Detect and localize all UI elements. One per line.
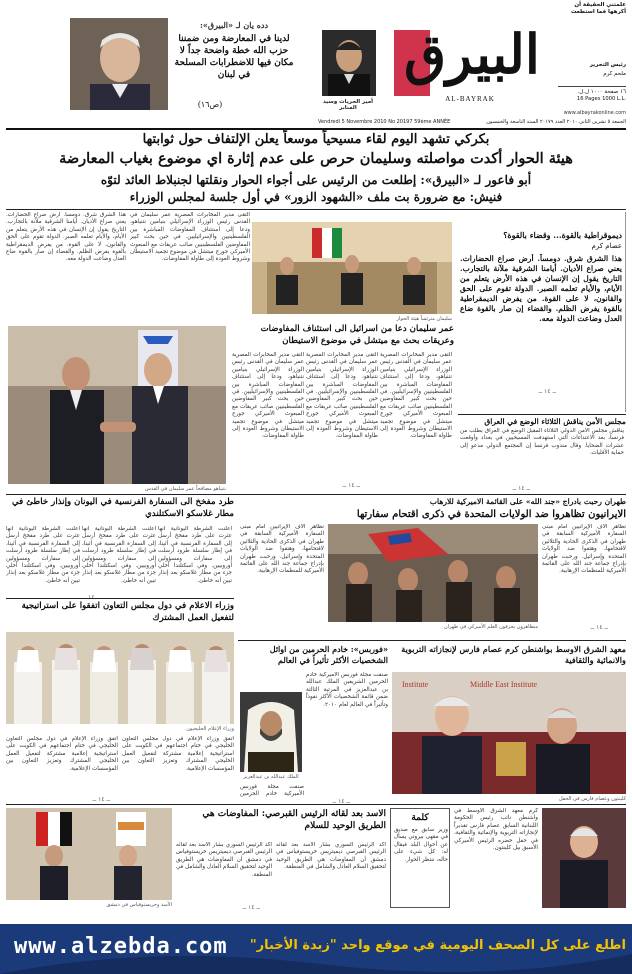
greece-body-col-2: أعلنت الشرطة اليونانية أنها عثرت على طرد مفخخ أرسل إلى السفارة الفرنسية في أثينا، في إطار سلسلة طرود أرسلت إلى سفارات ومسؤولين أوروبيين. وفي اسكتلندا أخلي جزء من مطار غلاسكو بعد إنذار تبين أنه خاطئ.	[82, 526, 156, 584]
suleiman-body-col-1: التقى مدير المخابرات المصرية عمر سليمان في القدس رئيس الوزراء الإسرائيلي بنيامين نتنياهو، ودعا إلى استئناف المفاوضات المباشرة بين الفلسطينيين والإسرائيليين. في حين بحث كبير المفاوضين الفلسطينيين صائب عريقات مع المبعوث الأميركي جورج ميتشل في موضوع تجميد الاستيطان وشروط العودة إلى طاولة المفاوضات.	[232, 352, 304, 440]
greece-body-col-1: أعلنت الشرطة اليونانية أنها عثرت على طرد مفخخ أرسل إلى السفارة الفرنسية في أثينا، في إطار سلسلة طرود أرسلت إلى سفارات ومسؤولين أوروبيين. وفي اسكتلندا أخلي جزء من مطار غلاسكو بعد إنذار تبين أنه خاطئ.	[6, 526, 80, 584]
assad-photo	[6, 808, 172, 900]
ministers-page-ref: ــ ١٤ ــ	[92, 796, 110, 803]
king-photo-caption: الملك عبدالله بن عبدالعزيز	[243, 774, 299, 780]
lead-rule	[6, 209, 626, 210]
lead-subhead-2: فنيش: مع ضرورة بت ملف «الشهود الزور» في أول جلسة لمجلس الوزراء	[129, 190, 503, 204]
date-line-arabic: الجمعة ٥ تشرين الثاني ٢٠١٠ العدد ٢٠١٧٩ السنة التاسعة والخمسون	[486, 119, 626, 125]
mei-photo	[392, 672, 626, 794]
teaser-page-ref: (ص١٦)	[197, 100, 223, 109]
lead-photo	[252, 222, 452, 314]
editorial-page-ref: ــ ١٤ ــ	[538, 388, 556, 395]
small-box-title: كلمة	[411, 813, 429, 823]
lead-body-col-2: التقى مدير المخابرات المصرية عمر سليمان في القدس رئيس الوزراء الإسرائيلي بنيامين نتنياهو، ودعا إلى استئناف المفاوضات المباشرة بين الفلسطينيين والإسرائيليين. في حين بحث كبير المفاوضين الفلسطينيين صائب عريقات مع المبعوث الأميركي جورج ميتشل في موضوع تجميد الاستيطان وشروط العودة إلى طاولة المفاوضات.	[130, 212, 250, 263]
footer-slogan: اطلع على كل الصحف اليومية في موقع واحد "زبدة الأخبار"	[249, 938, 626, 953]
mei-body-col-1: كرم معهد الشرق الأوسط في واشنطن نائب رئيس الحكومة اللبنانية السابق عصام فارس تقديراً لإنجازاته التربوية والإنمائية والثقافية، في حفل حضره الرئيس الأميركي الأسبق بيل كلينتون.	[454, 808, 538, 852]
iran-photo-caption: متظاهرون يحرقون العلم الأميركي في طهران	[444, 624, 538, 630]
columnist-photo	[322, 30, 376, 96]
lead-headline: هيئة الحوار أكدت مواصلته وسليمان حرص على عدم إثارة اي موضوع بغياب المعارضة	[59, 150, 573, 167]
footer-banner[interactable]	[0, 924, 632, 974]
newspaper-logo: البيرق	[404, 22, 540, 86]
mei-ceremony-illustration	[392, 672, 626, 794]
greece-headline: طرد مفخخ الى السفارة الفرنسية في اليونان وإنذار خاطئ في مطار غلاسكو الاسكتلندي	[11, 497, 234, 519]
ministers-headline: وزراء الاعلام في دول مجلس التعاون اتفقوا على استراتيجية لتفعيل العمل المشترك	[21, 601, 234, 623]
assad-body: أكد الرئيس السوري بشار الأسد بعد لقائه الرئيس القبرصي ديميتريس خريستوفياس في دمشق أن المفاوضات هي الطريق الوحيد لتحقيق السلام العادل والشامل في المنطقة.	[176, 842, 272, 878]
price-arabic: ١٦ صفحة ١٠٠٠ ل.ل.	[558, 86, 626, 95]
masthead-info-column	[558, 0, 628, 110]
mei-photo-caption: كلينتون وعصام فارس في الحفل	[559, 796, 626, 802]
editorial-box	[456, 212, 626, 412]
masthead-motto: علمتني الحقيقة أن أكرهها فما استطعت	[570, 2, 626, 15]
lead-kicker: بكركي تشهد اليوم لقاء مسيحياً موسعاً يعلن الإلتفاف حول ثوابتها	[142, 132, 490, 147]
handshake-illustration	[8, 326, 226, 484]
lead-subhead-1: أبو فاعور لـ «البيرق»: إطلعت من الرئيس على أجواء الحوار ونقلتها لجنبلاط العائد لتوّه	[100, 173, 532, 187]
mei-sign-1: Middle East Institute	[470, 680, 538, 689]
iraq-page-ref: ــ ١٤ ــ	[512, 485, 530, 492]
lead-photo-caption: سليمان مترئساً هيئة الحوار	[396, 316, 452, 322]
columnist-illustration	[322, 30, 376, 96]
rule-4	[238, 640, 626, 641]
mei-sign-2: Institute	[402, 680, 429, 689]
teaser-kicker: دده يان لـ «البيرق»:	[199, 20, 269, 30]
footer-url[interactable]: www.alzebda.com	[14, 934, 228, 959]
website-link[interactable]: www.albayrakonline.com	[563, 110, 626, 116]
teaser-headline: لدينا في المعارضة ومن ضمننا حزب الله خطة واضحة جداً لا مكان فيها للاضطرابات المسلحة في لبنان	[174, 34, 294, 80]
forbes-page-ref: ــ ١٤ ــ	[332, 798, 350, 805]
suleiman-photo	[8, 326, 226, 484]
small-column-box	[390, 808, 450, 908]
editorial-body: هذا الشرق شرق. دومساً. أرض صراع الحضارات. يعني صراع الأديان. أيامنا الشرقية ملآنة بالتجارب. التاريخ يقول إن الإنسان في هذه الأرض يتعلم من الأيام، والأيام تعلمه الصبر. الدولة تقوم على الحق والقانون، لا على القوة. من يفرض الديمقراطية بالقوة يفرض الظلم. والقضاء إن صار بالقوة ضاع العدل وضاعت الدولة معه.	[460, 254, 622, 323]
editorial-title: ديموقراطية بالقوة... وقضاء بالقوة؟	[503, 230, 622, 240]
forbes-body-col-1: صنفت مجلة فوربس الأميركية خادم الحرمين الشريفين الملك عبدالله بن عبدالعزيز في المرتبة الثالثة ضمن قائمة الشخصيات الأكثر نفوذاً وتأثيراً في العالم لعام ٢٠١٠.	[306, 672, 388, 708]
ministers-photo-caption: وزراء الإعلام الخليجيون	[186, 726, 234, 732]
founder-name: ملحم كرم	[603, 71, 626, 77]
small-box-body: وزير سابق مع صديق في مقهى بيروتي يسأل عن أحوال البلد فيقال له: كل شيء على حاله، ننتظر الحوار.	[394, 827, 448, 863]
forbes-body-col-2: صنفت مجلة فوربس الأميركية خادم الحرمين	[240, 784, 304, 798]
greece-page-ref: ــ ١٤ ــ	[82, 594, 100, 601]
assad-body-col-2: أكد الرئيس السوري بشار الأسد بعد لقائه الرئيس القبرصي ديميتريس خريستوفياس في دمشق أن المفاوضات هي الطريق الوحيد لتحقيق السلام العادل والشامل في المنطقة.	[276, 842, 386, 871]
mei-second-photo	[542, 808, 626, 908]
ministers-body-col-1: اتفق وزراء الإعلام في دول مجلس التعاون الخليجي في ختام اجتماعهم في الكويت على استراتيجية إعلامية مشتركة لتفعيل العمل الخليجي المشترك وتعزيز التعاون بين المؤسسات الإعلامية.	[6, 736, 118, 772]
assad-headline: الاسد بعد لقائه الرئيس القبرصي: المفاوضات هي الطريق الوحيد للسلام	[202, 809, 386, 831]
ministers-body-col-2: اتفق وزراء الإعلام في دول مجلس التعاون الخليجي في ختام اجتماعهم في الكويت على استراتيجية إعلامية مشتركة لتفعيل العمل الخليجي المشترك وتعزيز التعاون بين المؤسسات الإعلامية.	[122, 736, 234, 772]
iran-headline: الايرانيون تظاهروا ضد الولايات المتحدة في ذكرى اقتحام سفارتها	[356, 509, 626, 520]
ministers-photo	[6, 632, 234, 724]
iraq-headline: مجلس الأمن يناقش الثلاثاء الوضع في العراق	[458, 414, 626, 426]
price-latin: 16 Pages 1000 L.L.	[576, 96, 626, 102]
suleiman-photo-caption: نتنياهو مصافحاً عمر سليمان في القدس	[144, 486, 226, 492]
masthead	[0, 0, 632, 135]
mei-headline: معهد الشرق الاوسط بواشنطن كرم عصام فارس لإنجازاته التربوية والانمائية والثقافية	[401, 644, 626, 665]
logo-latin: AL-BAYRAK	[445, 95, 495, 103]
assad-meeting-illustration	[6, 808, 172, 900]
iran-kicker: طهران رحبت بادراج «جند الله» على القائمة الاميركية للارهاب	[429, 497, 626, 506]
assad-page-ref: ــ ١٤ ــ	[242, 904, 260, 911]
mei-second-illustration	[542, 808, 626, 908]
assad-photo-caption: الأسد وخريستوفياس في دمشق	[106, 902, 172, 908]
iran-page-ref: ــ ١٤ ــ	[590, 624, 608, 631]
masthead-rule	[6, 128, 626, 130]
protest-illustration	[328, 524, 538, 622]
lead-body-col-1: هذا الشرق شرق. دومساً. أرض صراع الحضارات. يعني صراع الأديان. أيامنا الشرقية ملآنة بالتجارب. التاريخ يقول إن الإنسان في هذه الأرض يتعلم من الأيام، والأيام تعلمه الصبر. الدولة تقوم على الحق والقانون، لا على القوة. من يفرض الديمقراطية بالقوة يفرض الظلم. والقضاء إن صار بالقوة ضاع العدل وضاعت الدولة معه.	[6, 212, 126, 263]
king-photo	[240, 692, 302, 772]
suleiman-body-col-3: التقى مدير المخابرات المصرية عمر سليمان في القدس رئيس الوزراء الإسرائيلي بنيامين نتنياهو، ودعا إلى استئناف المفاوضات المباشرة بين الفلسطينيين والإسرائيليين. في حين بحث كبير المفاوضين الفلسطينيين صائب عريقات مع المبعوث الأميركي جورج ميتشل في موضوع تجميد الاستيطان وشروط العودة إلى طاولة المفاوضات.	[380, 352, 452, 440]
rule-5	[6, 804, 626, 805]
rule-3-left	[6, 598, 234, 599]
portrait-illustration	[70, 18, 168, 110]
founder-label: رئيس التحرير	[589, 62, 626, 68]
iran-protest-photo	[328, 524, 538, 622]
editorial-author: عصام كرم	[591, 242, 622, 250]
teaser-portrait-photo	[70, 18, 168, 110]
rule-2	[6, 494, 626, 495]
forbes-headline: «فوربس»: خادم الحرمين من اوائل الشخصيات الأكثر تأثيراً في العالم	[269, 644, 388, 665]
suleiman-body-col-2: التقى مدير المخابرات المصرية عمر سليمان في القدس رئيس الوزراء الإسرائيلي بنيامين نتنياهو، ودعا إلى استئناف المفاوضات المباشرة بين الفلسطينيين والإسرائيليين. في حين بحث كبير المفاوضين الفلسطينيين صائب عريقات مع المبعوث الأميركي جورج ميتشل في موضوع تجميد الاستيطان وشروط العودة إلى طاولة المفاوضات.	[306, 352, 378, 440]
dialogue-meeting-illustration	[252, 222, 452, 314]
iran-body-col-1: تظاهر آلاف الإيرانيين أمام مبنى السفارة الأميركية السابقة في طهران في الذكرى الحادية والثلاثين لاقتحامها، وهتفوا ضد الولايات المتحدة وإسرائيل. ورحبت طهران بإدراج جماعة جند الله على القائمة الأميركية للمنظمات الإرهابية.	[240, 524, 324, 575]
iraq-body: يناقش مجلس الأمن الدولي الثلاثاء المقبل الوضع في العراق بطلب من فرنسا، بعد الاعتداءات التي استهدفت المسيحيين في بغداد وأوقعت عشرات الضحايا. وقال مندوب فرنسا إن المجتمع الدولي مدعو إلى حماية الأقليات.	[460, 428, 624, 457]
iran-body-col-2: تظاهر آلاف الإيرانيين أمام مبنى السفارة الأميركية السابقة في طهران في الذكرى الحادية والثلاثين لاقتحامها، وهتفوا ضد الولايات المتحدة وإسرائيل. ورحبت طهران بإدراج جماعة جند الله على القائمة الأميركية للمنظمات الإرهابية.	[542, 524, 626, 575]
columnist-caption: أمير الحريات وسيد المنابر	[322, 99, 374, 111]
suleiman-headline: عمر سليمان دعا من اسرائيل الى استئناف المفاوضات وعريقات بحث مع ميتشل في موضوع الاستيطان	[260, 324, 454, 346]
greece-body-col-3: أعلنت الشرطة اليونانية أنها عثرت على طرد مفخخ أرسل إلى السفارة الفرنسية في أثينا، في إطار سلسلة طرود أرسلت إلى سفارات ومسؤولين أوروبيين. وفي اسكتلندا أخلي جزء من مطار غلاسكو بعد إنذار تبين أنه خاطئ.	[158, 526, 232, 584]
king-portrait-illustration	[240, 692, 302, 772]
date-line-latin: Vendredi 5 Novembre 2010 No 20197 59ème ANNÉE	[318, 119, 451, 125]
gulf-ministers-illustration	[6, 632, 234, 724]
suleiman-page-ref: ــ ١٤ ــ	[342, 482, 360, 489]
